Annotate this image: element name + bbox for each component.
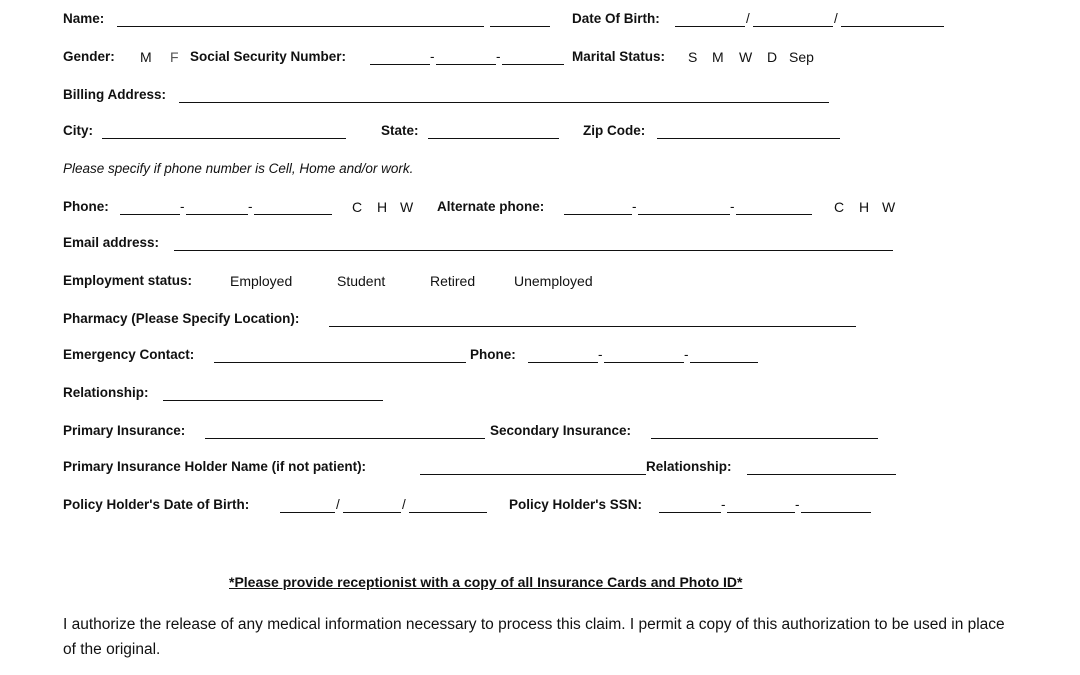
employment-status-label: Employment status: xyxy=(63,273,193,288)
dob-day-field[interactable] xyxy=(753,26,833,27)
emergency-phone-dash-1: - xyxy=(598,347,603,362)
employment-option-unemployed[interactable]: Unemployed xyxy=(514,273,593,289)
relationship-field[interactable] xyxy=(163,400,383,401)
policy-dob-month-field[interactable] xyxy=(280,512,335,513)
primary-holder-field[interactable] xyxy=(420,474,646,475)
marital-option-d[interactable]: D xyxy=(767,49,778,65)
phone-part1-field[interactable] xyxy=(120,214,180,215)
policy-dob-slash-1: / xyxy=(336,497,340,512)
dob-slash-2: / xyxy=(834,11,838,26)
phone-type-c[interactable]: C xyxy=(352,199,363,215)
ssn-part1-field[interactable] xyxy=(370,64,430,65)
alt-phone-part2-field[interactable] xyxy=(638,214,730,215)
pharmacy-field[interactable] xyxy=(329,326,856,327)
zip-code-label: Zip Code: xyxy=(583,123,646,138)
state-label: State: xyxy=(381,123,419,138)
emergency-contact-label: Emergency Contact: xyxy=(63,347,195,362)
primary-insurance-field[interactable] xyxy=(205,438,485,439)
marital-option-s[interactable]: S xyxy=(688,49,698,65)
ssn-part2-field[interactable] xyxy=(436,64,496,65)
emergency-phone-dash-2: - xyxy=(684,347,689,362)
email-label: Email address: xyxy=(63,235,160,250)
policy-holder-dob-label: Policy Holder's Date of Birth: xyxy=(63,497,250,512)
employment-option-retired[interactable]: Retired xyxy=(430,273,476,289)
billing-address-label: Billing Address: xyxy=(63,87,167,102)
holder-relationship-label: Relationship: xyxy=(646,459,732,474)
email-field[interactable] xyxy=(174,250,893,251)
employment-option-employed[interactable]: Employed xyxy=(230,273,293,289)
policy-dob-year-field[interactable] xyxy=(409,512,487,513)
name-label: Name: xyxy=(63,11,105,26)
emergency-contact-field[interactable] xyxy=(214,362,466,363)
state-field[interactable] xyxy=(428,138,559,139)
emergency-phone-part3-field[interactable] xyxy=(690,362,758,363)
secondary-insurance-label: Secondary Insurance: xyxy=(490,423,632,438)
policy-ssn-part1-field[interactable] xyxy=(659,512,721,513)
dob-month-field[interactable] xyxy=(675,26,745,27)
ssn-dash-2: - xyxy=(496,49,501,64)
billing-address-field[interactable] xyxy=(179,102,829,103)
alt-phone-type-w[interactable]: W xyxy=(882,199,896,215)
policy-dob-day-field[interactable] xyxy=(343,512,401,513)
phone-instruction: Please specify if phone number is Cell, Home and/or work. xyxy=(63,161,414,176)
phone-part2-field[interactable] xyxy=(186,214,248,215)
name-suffix-field[interactable] xyxy=(490,26,550,27)
policy-dob-slash-2: / xyxy=(402,497,406,512)
primary-holder-label: Primary Insurance Holder Name (if not patient): xyxy=(63,459,367,474)
employment-option-student[interactable]: Student xyxy=(337,273,386,289)
marital-label: Marital Status: xyxy=(572,49,666,64)
secondary-insurance-field[interactable] xyxy=(651,438,878,439)
holder-relationship-field[interactable] xyxy=(747,474,896,475)
phone-dash-2: - xyxy=(248,199,253,214)
pharmacy-label: Pharmacy (Please Specify Location): xyxy=(63,311,300,326)
policy-ssn-dash-1: - xyxy=(721,497,726,512)
dob-slash-1: / xyxy=(746,11,750,26)
dob-year-field[interactable] xyxy=(841,26,944,27)
primary-insurance-label: Primary Insurance: xyxy=(63,423,186,438)
ssn-dash-1: - xyxy=(430,49,435,64)
phone-label: Phone: xyxy=(63,199,109,214)
phone-type-w[interactable]: W xyxy=(400,199,414,215)
marital-option-m[interactable]: M xyxy=(712,49,724,65)
alt-phone-part3-field[interactable] xyxy=(736,214,812,215)
alt-phone-part1-field[interactable] xyxy=(564,214,632,215)
marital-option-w[interactable]: W xyxy=(739,49,753,65)
policy-ssn-dash-2: - xyxy=(795,497,800,512)
city-label: City: xyxy=(63,123,93,138)
city-field[interactable] xyxy=(102,138,346,139)
alt-phone-dash-2: - xyxy=(730,199,735,214)
gender-option-f[interactable]: F xyxy=(170,49,179,65)
gender-label: Gender: xyxy=(63,49,115,64)
emergency-phone-part2-field[interactable] xyxy=(604,362,684,363)
emergency-phone-part1-field[interactable] xyxy=(528,362,598,363)
alternate-phone-label: Alternate phone: xyxy=(437,199,545,214)
marital-option-sep[interactable]: Sep xyxy=(789,49,814,65)
alt-phone-type-h[interactable]: H xyxy=(859,199,870,215)
phone-dash-1: - xyxy=(180,199,185,214)
policy-holder-ssn-label: Policy Holder's SSN: xyxy=(509,497,642,512)
name-field[interactable] xyxy=(117,26,484,27)
policy-ssn-part3-field[interactable] xyxy=(801,512,871,513)
phone-type-h[interactable]: H xyxy=(377,199,388,215)
alt-phone-dash-1: - xyxy=(632,199,637,214)
alt-phone-type-c[interactable]: C xyxy=(834,199,845,215)
ssn-label: Social Security Number: xyxy=(190,49,347,64)
relationship-label: Relationship: xyxy=(63,385,149,400)
authorization-statement: I authorize the release of any medical information necessary to process this claim. I permit a copy of this authorization to be used in place of the original. xyxy=(63,616,1005,658)
phone-part3-field[interactable] xyxy=(254,214,332,215)
emergency-phone-label: Phone: xyxy=(470,347,516,362)
dob-label: Date Of Birth: xyxy=(572,11,660,26)
ssn-part3-field[interactable] xyxy=(502,64,564,65)
insurance-card-notice: *Please provide receptionist with a copy of all Insurance Cards and Photo ID* xyxy=(229,574,743,590)
zip-code-field[interactable] xyxy=(657,138,840,139)
gender-option-m[interactable]: M xyxy=(140,49,152,65)
policy-ssn-part2-field[interactable] xyxy=(727,512,795,513)
